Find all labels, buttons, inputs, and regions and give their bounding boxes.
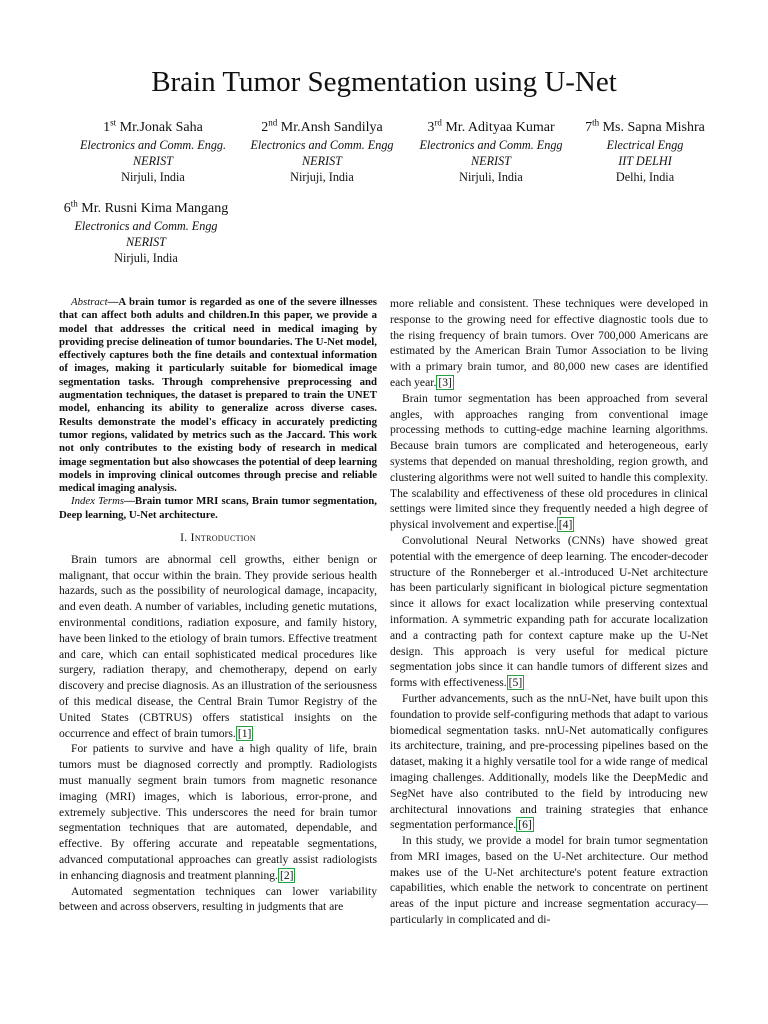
author-name: 3rd Mr. Adityaa Kumar — [427, 117, 555, 135]
section-heading: I. Introduction — [180, 531, 256, 545]
citation-link[interactable]: [6] — [518, 818, 532, 832]
author-institution: IIT DELHI — [618, 154, 672, 168]
paper-title: Brain Tumor Segmentation using U-Net — [151, 66, 617, 98]
author-block — [555, 119, 735, 185]
author-name: 6th Mr. Rusni Kima Mangang — [63, 198, 229, 216]
citation-link[interactable]: [5] — [508, 676, 523, 690]
author-location: Nirjuji, India — [290, 170, 354, 184]
author-institution: NERIST — [471, 154, 511, 168]
author-location: Nirjuli, India — [121, 170, 185, 184]
author-name: 2nd Mr.Ansh Sandilya — [261, 117, 383, 135]
left-column — [59, 296, 377, 915]
author-location: Nirjuli, India — [459, 170, 523, 184]
citation-link[interactable]: [3] — [438, 375, 452, 389]
author-block — [56, 200, 236, 266]
author-block — [63, 119, 243, 185]
author-institution: NERIST — [133, 154, 173, 168]
paragraph: Automated segmentation techniques can lower variability between and across observers, resulting in judgments that are — [59, 884, 377, 914]
paragraph: Further advancements, such as the nnU-Net, have built upon this foundation to provide self-configuring methods that adapt to various biomedical segmentation tasks. nnU-Net automatically configures its architecture, training, and pre-processing pipelines based on the dataset, making it a highly versatile tool for a wide range of medical imaging challenges. Additionally, models like the DeepMedic and SegNet have also contributed to the field by introducing new architectural innovations and training strategies that enhance segmentation performance. [6] — [390, 691, 708, 832]
author-dept: Electronics and Comm. Engg — [74, 219, 218, 233]
author-name: 7th Ms. Sapna Mishra — [585, 117, 705, 135]
author-dept: Electronics and Comm. Engg — [250, 138, 394, 152]
paragraph: In this study, we provide a model for brain tumor segmentation from MRI images, based on the U-Net architecture. Our method makes use of the U-Net architecture's potent feature extraction capabilities, which enable the network to concentrate on pertinent areas of the input picture and increase segmentation accuracy—particularly in complicated and di- — [390, 834, 708, 927]
index-terms: Index Terms—Brain tumor MRI scans, Brain tumor segmentation, Deep learning, U-Net architecture. — [59, 495, 377, 521]
author-block — [232, 119, 412, 185]
author-location: Delhi, India — [615, 170, 675, 184]
author-name: 1st Mr.Jonak Saha — [103, 117, 203, 135]
citation-link[interactable]: [1] — [237, 726, 252, 740]
paragraph: Brain tumor segmentation has been approached from several angles, with approaches ranging from conventional image processing methods to cutting-edge machine learning algorithms. Because brain tumors are complicated and heterogeneous, early systems that depended on manual thresholding, region growth, and clustering algorithms were not well suited to handle this complexity. The scalability and effectiveness of these old procedures in clinical settings were limited since they frequently needed a high degree of physical involvement and expertise. [4] — [390, 391, 708, 532]
citation-link[interactable]: [2] — [279, 868, 294, 882]
citation-link[interactable]: [4] — [558, 518, 573, 532]
paragraph: Convolutional Neural Networks (CNNs) have showed great potential with the emergence of deep learning. The encoder-decoder structure of the Ronneberger et al.-introduced U-Net architecture has been particularly significant in biological picture segmentation since it allows for exact localization while preserving contextual information. A symmetric expanding path for accurate localization and a contracting path for context capture make up the U-Net design. This approach is very useful for medical picture segmentation jobs since it can handle tumors of different sizes and forms with effectiveness. [5] — [390, 533, 708, 690]
index-terms-label: Index Terms — [71, 495, 125, 508]
author-location: Nirjuli, India — [114, 251, 178, 265]
index-terms-text: Brain tumor MRI scans, Brain tumor segmentation, Deep learning, U-Net architecture. — [59, 495, 377, 521]
paragraph: For patients to survive and have a high quality of life, brain tumors must be diagnosed correctly and promptly. Radiologists must manually segment brain tumors from magnetic resonance imaging (MRI) images, which is laborious, error-prone, and extremely subjective. This underscores the need for brain tumor segmentation techniques that are automated, dependable, and effective. By offering accurate and repeatable segmentations, advanced computational approaches can greatly assist radiologists in enhancing diagnosis and treatment planning. [2] — [59, 742, 377, 882]
abstract-text: A brain tumor is regarded as one of the severe illnesses that can affect both adults and children.In this paper, we provide a model that addresses the critical need in medical imaging by providing precise delineation of tumor boundaries. The U-Net model, effectively captures both the fine details and contextual information of images, making it particularly suitable for biomedical image segmentation tasks. Through comprehensive preprocessing and augmentation techniques, the dataset is prepared to train the UNET model, enhancing its ability to generalize across diverse cases. Results demonstrate the model's efficacy in accurately predicting tumor regions, validated by metrics such as the Jaccard. This work not only contributes to the existing body of research in medical image segmentation but also showcases the potential of deep learning models in improving clinical outcomes through precise and reliable medical imaging analysis. — [59, 296, 377, 495]
abstract-label: Abstract — [71, 296, 108, 308]
author-block — [401, 119, 581, 185]
paragraph: more reliable and consistent. These techniques were developed in response to the growing need for effective diagnostic tools due to the rising frequency of brain tumors. Over 700,000 Americans are estimated by the American Brain Tumor Association to be living with a primary brain tumor, and 80,000 new cases are identified each year. [3] — [390, 297, 708, 389]
author-dept: Electronics and Comm. Engg. — [79, 138, 227, 152]
author-institution: NERIST — [302, 154, 342, 168]
paragraph: Brain tumors are abnormal cell growths, either benign or malignant, that occur within the brain. They provide serious health hazards, such as the possibility of neurological damage, incapacity, and even death. A number of variables, including genetic mutations, environmental conditions, radiation exposure, and family history, have been linked to the etiology of brain tumors. Effective treatment and care, which can entail sophisticated medical procedures like surgery, radiation therapy, and chemotherapy, depend on early discovery and precise diagnosis. As an illustration of the seriousness of this medical disease, the Central Brain Tumor Registry of the United States (CBTRUS) offers statistical insights on the occurrence and effect of brain tumors. [1] — [59, 552, 377, 740]
author-dept: Electronics and Comm. Engg — [419, 138, 563, 152]
abstract: Abstract—A brain tumor is regarded as one of the severe illnesses that can affect both adults and children.In this paper, we provide a model that addresses the critical need in medical imaging by providing precise delineation of tumor boundaries. The U-Net model, effectively captures both the fine details and contextual information of images, making it particularly suitable for biomedical image segmentation tasks. Through comprehensive preprocessing and augmentation techniques, the dataset is prepared to train the UNET model, enhancing its ability to generalize across diverse cases. Results demonstrate the model's efficacy in accurately predicting tumor regions, validated by metrics such as the Jaccard. This work not only contributes to the existing body of research in medical image segmentation but also showcases the potential of deep learning models in improving clinical outcomes through precise and reliable medical imaging analysis. — [59, 296, 377, 495]
author-dept: Electrical Engg — [606, 138, 684, 152]
right-column — [390, 296, 708, 928]
author-institution: NERIST — [126, 235, 166, 249]
